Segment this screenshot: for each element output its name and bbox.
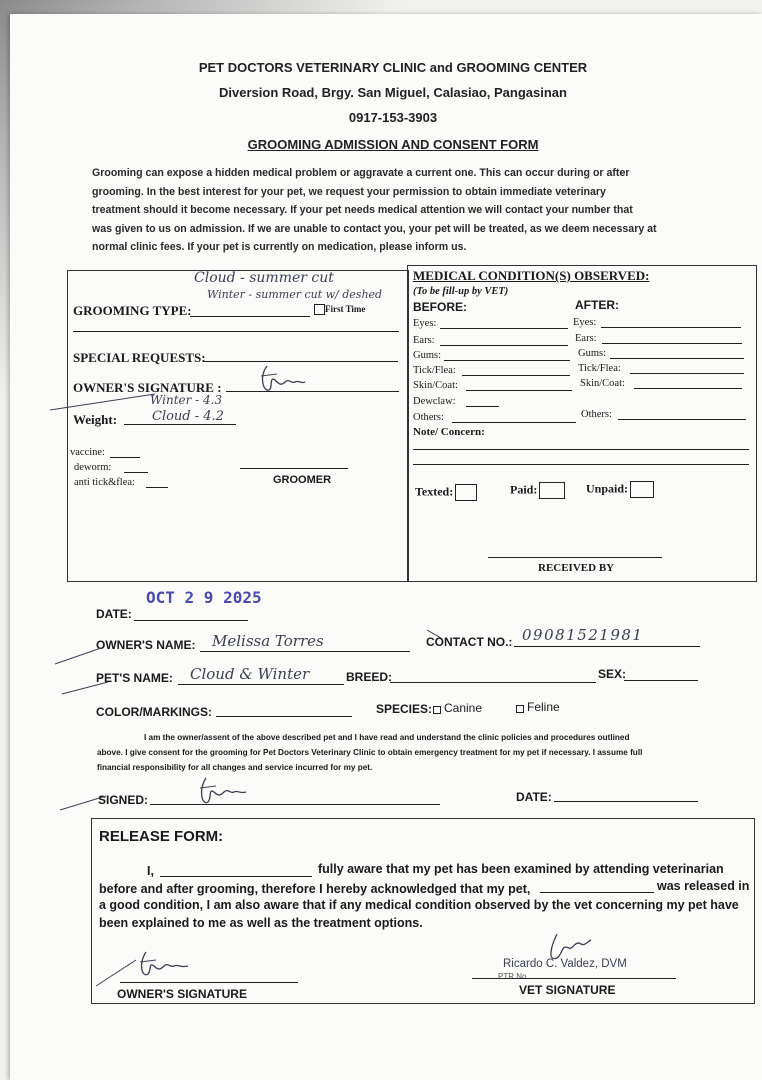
received-by-label: RECEIVED BY (538, 562, 615, 574)
clinic-name: PET DOCTORS VETERINARY CLINIC and GROOMING CENTER (198, 60, 588, 75)
unpaid-label: Unpaid: (586, 481, 629, 496)
intro-line: was given to us on admission. If we are unable to contact you, your pet will be treated, as we deem necessary at (92, 222, 657, 235)
owner-signature-mark (255, 362, 315, 396)
breed-label: BREED: (346, 670, 393, 684)
vet-signature-label: VET SIGNATURE (519, 983, 616, 997)
after-label: AFTER: (575, 298, 619, 312)
deworm-line[interactable] (124, 472, 148, 473)
before-gums-line[interactable] (444, 360, 570, 361)
pen-stroke (60, 790, 110, 812)
color-line[interactable] (216, 716, 352, 717)
first-time-label: First Time (325, 304, 366, 314)
deworm-label: deworm: (74, 462, 112, 473)
pet-name-value: Cloud & Winter (190, 665, 310, 683)
vet-name: Ricardo C. Valdez, DVM (503, 958, 627, 970)
after-tick-line[interactable] (630, 373, 744, 374)
intro-line: grooming. In the best interest for your pet, we request your permission to obtain immediate veterinary (92, 185, 606, 198)
before-ears-line[interactable] (440, 345, 568, 346)
owner-name-line[interactable] (200, 651, 410, 652)
sex-label: SEX: (598, 667, 627, 681)
vet-ptr: PTR No. (498, 972, 529, 981)
note-line-2[interactable] (413, 464, 749, 465)
contact-value: 09081521981 (522, 626, 644, 644)
unpaid-checkbox[interactable] (630, 481, 654, 498)
texted-checkbox[interactable] (455, 484, 477, 501)
weight-label: Weight: (73, 412, 118, 427)
before-eyes-line[interactable] (440, 328, 568, 329)
paid-label: Paid: (510, 482, 538, 497)
feline-checkbox[interactable] (516, 705, 524, 713)
grooming-type-label: GROOMING TYPE: (73, 303, 192, 318)
after-tick-label: Tick/Flea: (578, 363, 621, 374)
signed-line[interactable] (150, 804, 440, 805)
release-pet-line[interactable] (540, 892, 654, 893)
release-owner-line[interactable] (120, 982, 298, 983)
after-others-line[interactable] (618, 419, 746, 420)
anti-tick-label: anti tick&flea: (74, 477, 135, 488)
form-title: GROOMING ADMISSION AND CONSENT FORM (247, 137, 539, 152)
date-line[interactable] (134, 620, 248, 621)
weight-line (124, 424, 236, 425)
date-label: DATE: (96, 607, 132, 621)
pet-name-line[interactable] (178, 684, 344, 685)
feline-label: Feline (527, 700, 560, 714)
intro-line: Grooming can expose a hidden medical problem or aggravate a current one. This can occur during or after (92, 167, 630, 179)
received-by-line[interactable] (488, 557, 662, 558)
texted-label: Texted: (415, 484, 454, 499)
consent-line: I am the owner/assent of the above described pet and I have read and understand the clinic policies and procedures outlined (144, 733, 630, 742)
release-text-1: fully aware that my pet has been examined by attending veterinarian (318, 862, 724, 876)
release-i-label: I, (147, 864, 154, 878)
owner-signature-label: OWNER'S SIGNATURE : (73, 380, 222, 395)
before-dewclaw-line[interactable] (466, 406, 499, 407)
intro-line: normal clinic fees. If your pet is currently on medication, please inform us. (92, 241, 467, 253)
pen-stroke (62, 676, 112, 698)
intro-line: treatment should it become necessary. If your pet needs medical attention we will contact your number that (92, 204, 633, 216)
grooming-type-value-1: Cloud - summer cut (194, 270, 334, 286)
clinic-address: Diversion Road, Brgy. San Miguel, Calasiao, Pangasinan (219, 85, 567, 100)
pet-name-label: PET'S NAME: (96, 671, 173, 685)
before-tick-label: Tick/Flea: (413, 365, 456, 376)
after-eyes-label: Eyes: (573, 317, 597, 328)
canine-checkbox[interactable] (433, 706, 441, 714)
before-eyes-label: Eyes: (413, 318, 437, 329)
before-skin-line[interactable] (466, 390, 572, 391)
contact-label: CONTACT NO.: (426, 635, 513, 649)
vet-signature-line[interactable] (472, 978, 676, 979)
after-gums-label: Gums: (578, 348, 607, 359)
signed-date-label: DATE: (516, 790, 552, 804)
pen-stroke (425, 628, 445, 642)
before-label: BEFORE: (413, 300, 467, 314)
note-line-1[interactable] (413, 449, 749, 450)
release-text-4: been explained to me as well as the treatment options. (99, 916, 423, 930)
medical-subtitle: (To be fill-up by VET) (413, 286, 509, 297)
pen-stroke (50, 392, 160, 412)
contact-line[interactable] (514, 646, 700, 647)
texted-field (415, 484, 477, 501)
signed-date-line[interactable] (554, 801, 698, 802)
anti-tick-line[interactable] (146, 487, 168, 488)
owner-name-label: OWNER'S NAME: (96, 638, 196, 652)
before-dewclaw-label: Dewclaw: (413, 396, 456, 407)
species-label: SPECIES: (376, 702, 433, 716)
intro-paragraph (92, 164, 657, 257)
date-stamp: OCT 2 9 2025 (146, 588, 262, 607)
weight-value-2: Cloud - 4.2 (152, 409, 224, 424)
signed-label: SIGNED: (98, 793, 149, 807)
release-text-2b: was released in (657, 879, 750, 893)
unpaid-field (586, 481, 654, 498)
note-label: Note/ Concern: (413, 426, 485, 438)
vaccine-line[interactable] (110, 457, 140, 458)
after-ears-line[interactable] (602, 343, 742, 344)
before-ears-label: Ears: (413, 335, 435, 346)
medical-title: MEDICAL CONDITION(S) OBSERVED: (413, 268, 650, 283)
after-skin-line[interactable] (634, 388, 742, 389)
after-others-label: Others: (581, 409, 612, 420)
paid-checkbox[interactable] (539, 482, 565, 499)
pen-stroke (96, 958, 140, 988)
clinic-phone: 0917-153-3903 (348, 110, 438, 125)
before-skin-label: Skin/Coat: (413, 380, 458, 391)
before-others-line[interactable] (452, 422, 576, 423)
consent-line: above. I give consent for the grooming for Pet Doctors Veterinary Clinic to obtain emergency treatment for my pet if necessary. I assume full (97, 748, 643, 757)
consent-signature-mark (196, 774, 256, 808)
after-gums-line[interactable] (610, 358, 744, 359)
release-owner-signature-mark (136, 948, 196, 982)
breed-line[interactable] (390, 682, 596, 683)
release-text-2: before and after grooming, therefore I hereby acknowledged that my pet, (99, 882, 531, 896)
color-label: COLOR/MARKINGS: (96, 705, 212, 719)
grooming-type-value-2: Winter - summer cut w/ deshed (207, 288, 383, 301)
consent-line: financial responsibility for all changes and service incurred for my pet. (97, 763, 373, 772)
release-owner-label: OWNER'S SIGNATURE (117, 987, 247, 1001)
sex-line[interactable] (624, 680, 698, 681)
release-name-line[interactable] (160, 876, 312, 877)
owner-name-value: Melissa Torres (212, 632, 324, 650)
after-skin-label: Skin/Coat: (580, 378, 625, 389)
after-ears-label: Ears: (575, 333, 597, 344)
groomer-line[interactable] (240, 468, 348, 469)
release-title: RELEASE FORM: (99, 828, 224, 845)
first-time-checkbox[interactable] (314, 304, 325, 315)
weight-value-1: Winter - 4.3 (150, 393, 223, 407)
pen-stroke (55, 644, 105, 666)
before-tick-line[interactable] (462, 375, 570, 376)
release-text-3: a good condition, I am also aware that if any medical condition observed by the vet concerning my pet have (99, 898, 739, 912)
before-others-label: Others: (413, 412, 444, 423)
groomer-label: GROOMER (273, 474, 332, 486)
before-gums-label: Gums: (413, 350, 442, 361)
special-requests-label: SPECIAL REQUESTS: (73, 350, 206, 365)
vaccine-label: vaccine: (70, 447, 105, 458)
after-eyes-line[interactable] (601, 327, 741, 328)
grooming-type-line (190, 316, 310, 317)
canine-label: Canine (444, 701, 483, 715)
paid-field (510, 482, 565, 499)
grooming-type-line-2 (73, 331, 399, 332)
